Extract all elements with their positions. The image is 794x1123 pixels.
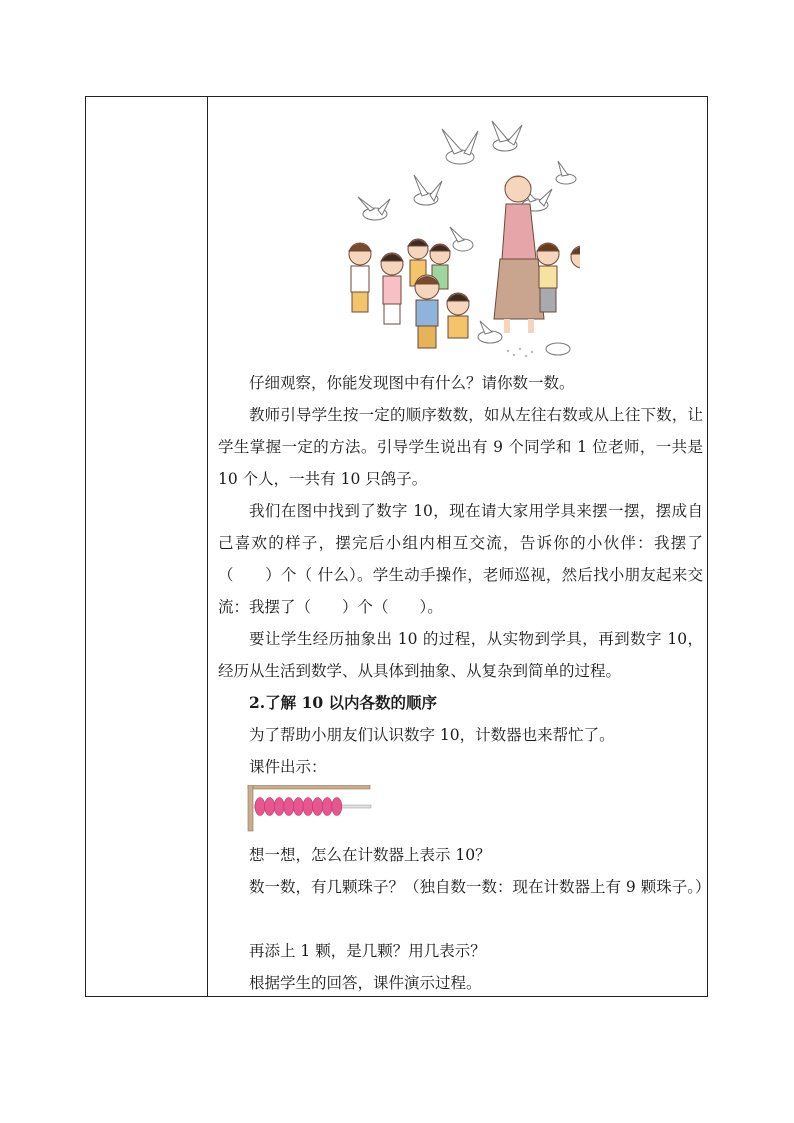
paragraph-1: 仔细观察，你能发现图中有什么？请你数一数。 — [249, 374, 575, 392]
child-figure — [349, 243, 371, 312]
counter-abacus-icon — [246, 785, 374, 833]
abacus-bead — [332, 798, 342, 816]
paragraph-5: 为了帮助小朋友们认识数字 10，计数器也来帮忙了。 — [249, 726, 615, 744]
dove-icon — [358, 197, 390, 220]
dove-icon — [556, 161, 576, 184]
abacus-bead — [255, 798, 265, 816]
abacus-bead — [313, 798, 323, 816]
paragraph-4: 要让学生经历抽象出 10 的过程，从实物到学具，再到数字 10，经历从生活到数学、从具体到抽象、从复杂到简单的过程。 — [218, 630, 703, 680]
right-column — [208, 97, 711, 996]
dove-icon — [492, 121, 522, 151]
paragraph-10: 根据学生的回答，课件演示过程。 — [249, 974, 482, 992]
lesson-table — [85, 96, 711, 997]
abacus-bead — [322, 798, 332, 816]
paragraph-7: 想一想，怎么在计数器上表示 10？ — [249, 846, 491, 864]
abacus-bead — [274, 798, 284, 816]
paragraph-3: 我们在图中找到了数字 10，现在请大家用学具来摆一摆，摆成自己喜欢的样子，摆完后小组内相互交流，告诉你的小伙伴：我摆了（ ）个（ 什么）。学生动手操作，老师巡视，然后找小朋友起来交流：我摆了（ ）个（ ）。 — [218, 502, 703, 616]
dove-icon — [414, 175, 442, 205]
abacus-bead — [293, 798, 303, 816]
child-figure — [537, 243, 559, 312]
dove-icon — [442, 129, 478, 164]
paragraph-6: 课件出示： — [249, 758, 327, 776]
child-figure — [571, 246, 580, 268]
abacus-bead — [284, 798, 294, 816]
paragraph-2: 教师引导学生按一定的顺序数数，如从左往右数或从上往下数，让学生掌握一定的方法。引导学生说出有 9 个同学和 1 位老师，一共是 10 个人，一共有 10 只鸽子。 — [218, 406, 703, 488]
left-column — [86, 97, 208, 996]
child-figure — [447, 293, 469, 338]
paragraph-9: 再添上 1 颗，是几颗？用几表示？ — [249, 942, 486, 960]
abacus-beads — [255, 798, 342, 816]
abacus-bead — [303, 798, 313, 816]
paragraph-8: 数一数，有几颗珠子？（独自数一数：现在计数器上有 9 颗珠子。） — [249, 878, 711, 896]
teacher-children-doves-illustration — [330, 109, 580, 364]
section-heading: 2.了解 10 以内各数的顺序 — [249, 693, 438, 712]
dove-icon — [546, 343, 570, 355]
child-figure — [381, 253, 403, 324]
child-figure — [415, 275, 439, 348]
abacus-bead — [265, 798, 275, 816]
dove-icon — [478, 321, 502, 343]
dove-icon — [450, 227, 473, 251]
